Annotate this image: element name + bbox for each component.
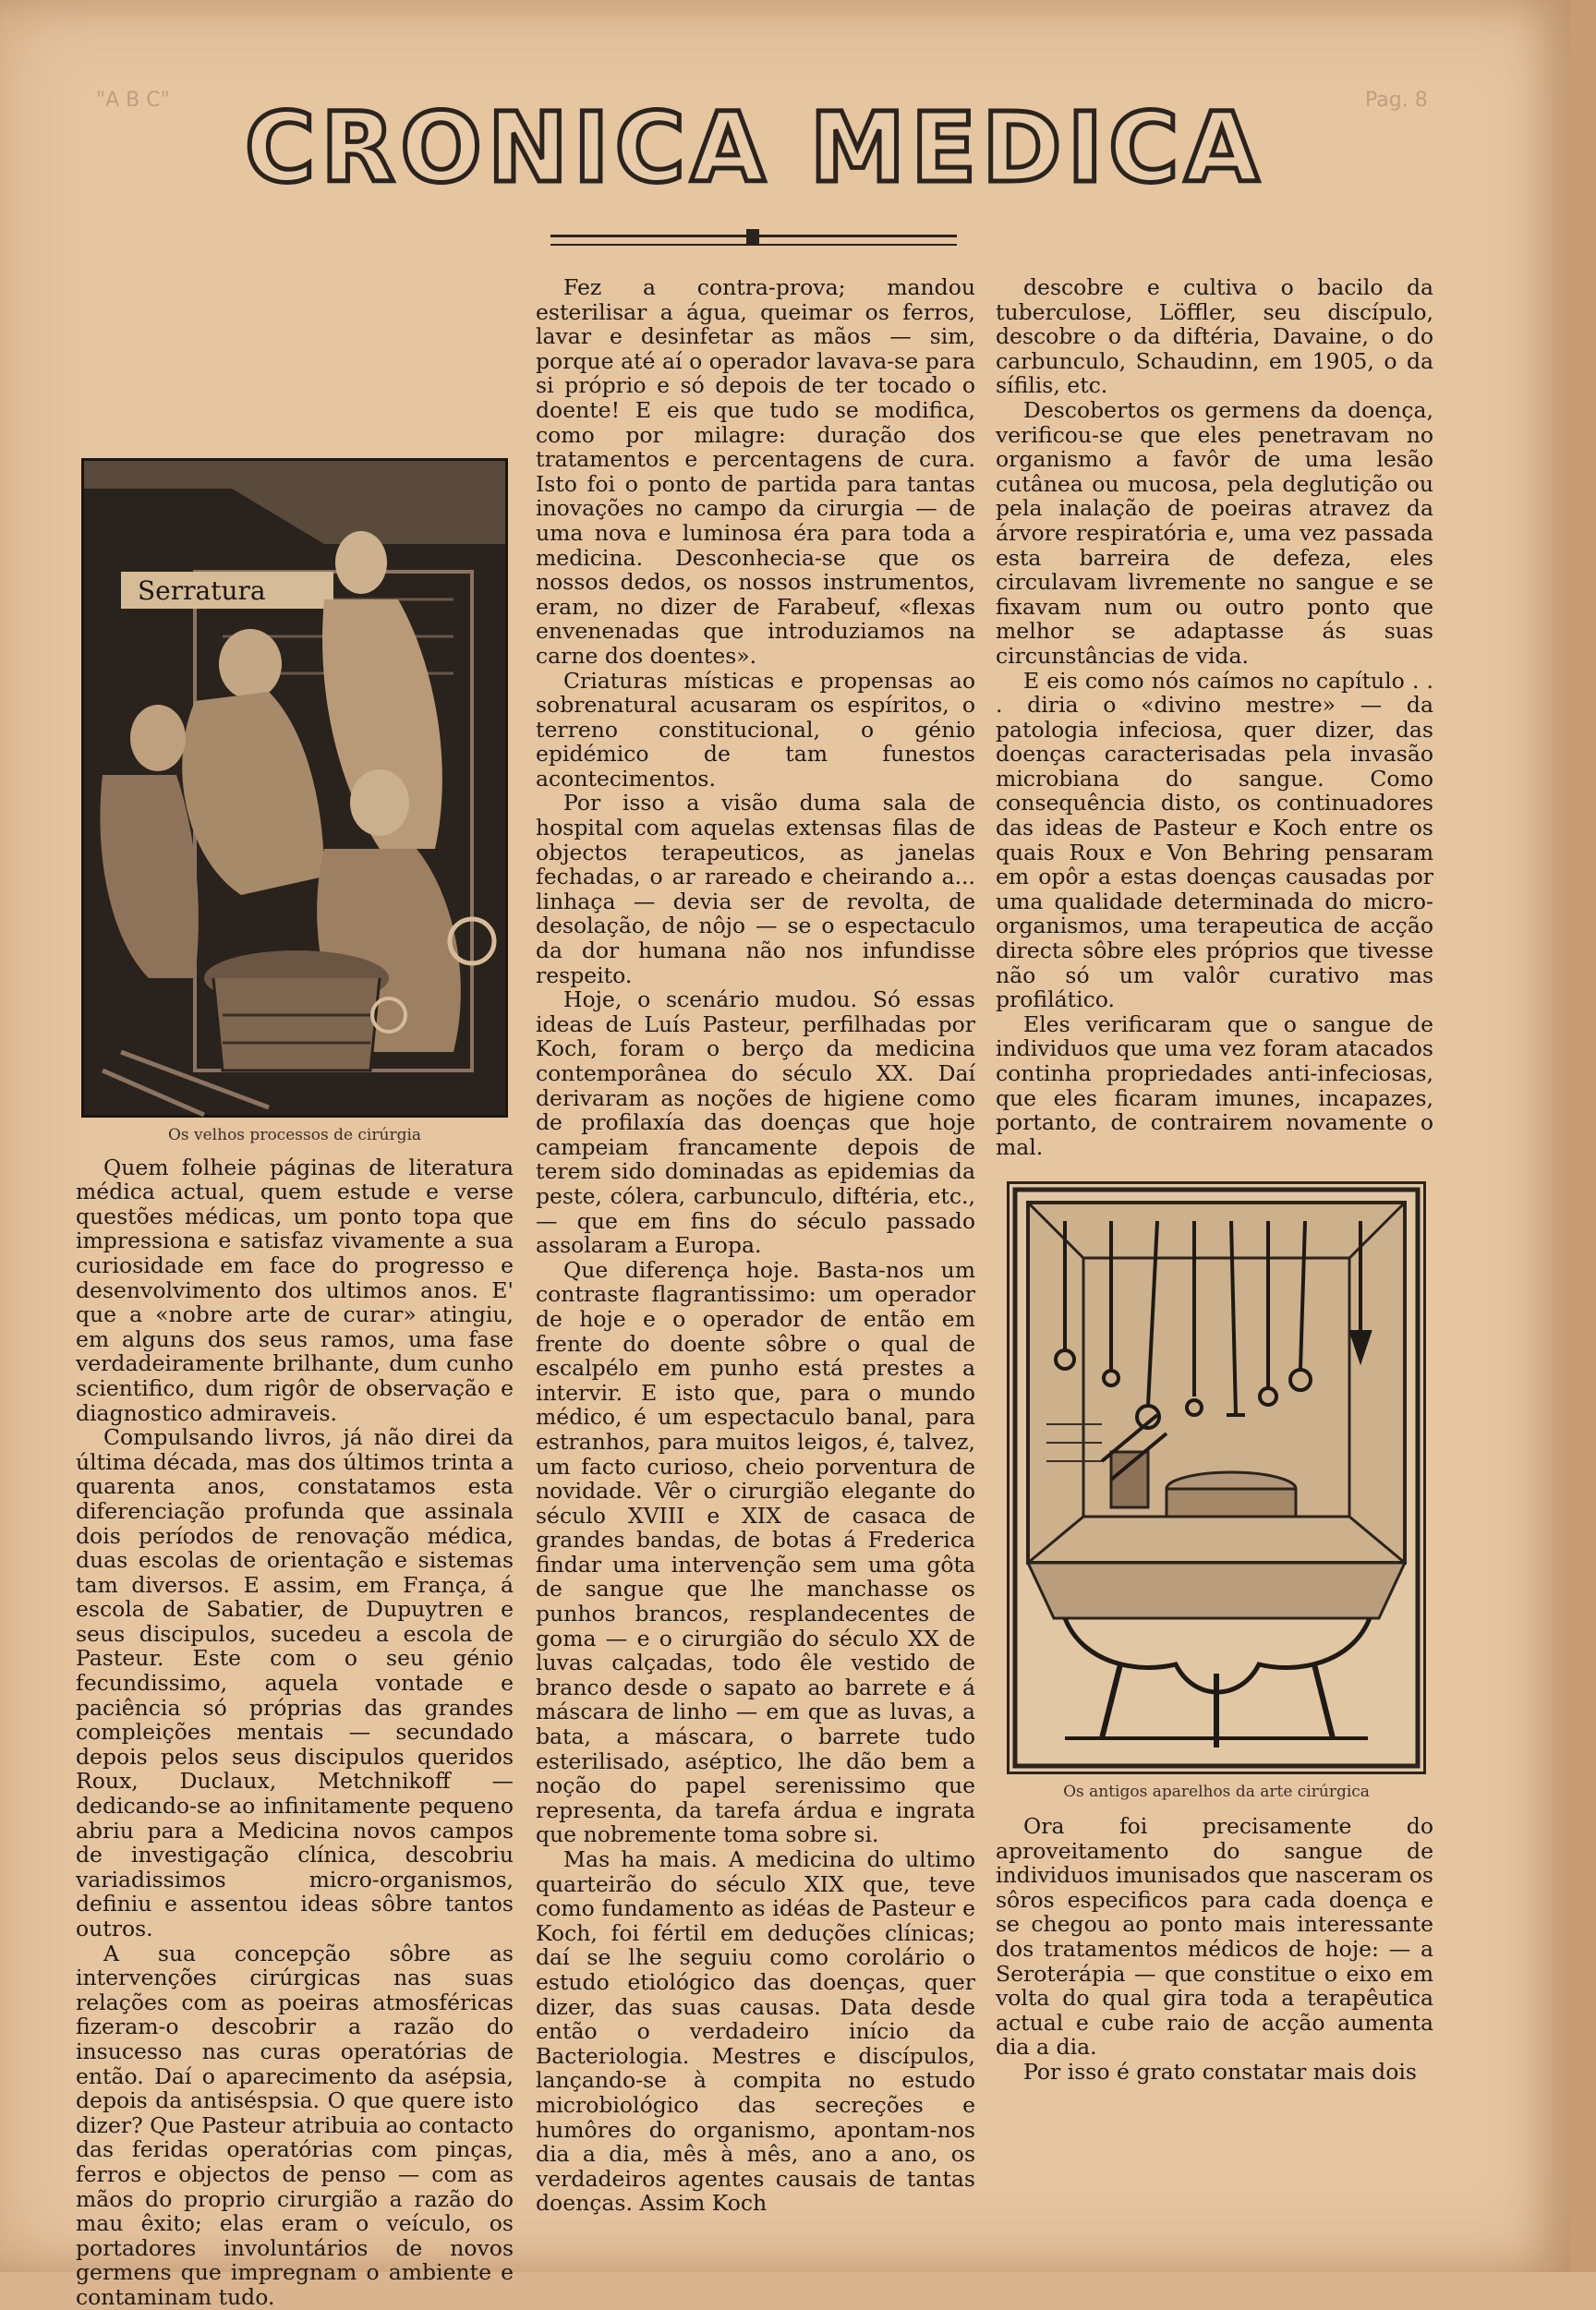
- instruments-figure: [1007, 1181, 1426, 1805]
- col3-paragraph-3: E eis como nós caímos no capítulo . . . diria o «divino mestre» — da patologia infeciosa, quer dizer, das doenças caracterisadas pela invasão microbiana do sangue. Como consequência disto, os continuadores das ideas de Pasteur e Koch entre os quais Roux e Von Behring pensaram em opôr a estas doenças causadas por uma qualidade determinada do micro-organismos, uma terapeutica de acção directa sôbre eles próprios que tivesse não só um valôr curativo mas profilático.: [996, 667, 1433, 1013]
- column-1: [76, 275, 514, 2310]
- bleed-through-left: "A B C": [96, 89, 170, 112]
- instruments-image: [1007, 1181, 1426, 1774]
- col1-paragraph-3: A sua concepção sôbre as intervenções cirúrgicas nas suas relações com as poeiras atmosféricas fizeram-o descobrir a razão do insucesso nas curas operatórias de então. Daí o aparecimento da asépsia, depois da antiséspsia. O que quere isto dizer? Que Pasteur atribuia ao contacto das feridas operatórias com pinças, ferros e objectos de penso — com as mãos do proprio cirurgião a razão do mau êxito; elas eram o veículo, os portadores involuntários de novos germens que impregnam o ambiente e contaminam tudo.: [76, 1940, 514, 2310]
- col2-paragraph-1: Fez a contra-prova; mandou esterilisar a água, queimar os ferros, lavar e desinfetar as mãos — sim, porque até aí o operador lavava-se para si próprio e só depois de ter tocado o doente! E eis que tudo se modifica, como por milagre: duração dos tratamentos e percentagens de cura. Isto foi o ponto de partida para tantas inovações no campo da cirurgia — de uma nova e luminosa éra para toda a medicina. Desconhecia-se que os nossos dedos, os nossos instrumentos, eram, no dizer de Farabeuf, «flexas envenenadas que introduziamos na carne dos doentes».: [536, 274, 975, 669]
- page-edge: [1570, 0, 1596, 2272]
- col2-paragraph-2: Criaturas místicas e propensas ao sobrenatural acusaram os espíritos, o terreno constitucional, o génio epidémico de tam funestos acontecimentos.: [536, 667, 975, 792]
- title-divider-ornament: [746, 229, 759, 244]
- column-3: [996, 275, 1433, 2159]
- col3-paragraph-1: descobre e cultiva o bacilo da tuberculose, Löffler, seu discípulo, descobre o da diftéria, Davaine, o do carbunculo, Schaudinn, em 1905, o da sífilis, etc.: [996, 274, 1433, 399]
- woodcut-label: Serratura: [138, 575, 266, 606]
- woodcut-figure: [81, 458, 508, 1148]
- surgical-instruments-icon: [1010, 1184, 1423, 1772]
- instruments-caption: Os antigos aparelhos da arte cirúrgica: [1063, 1783, 1370, 1802]
- woodcut-caption: Os velhos processos de cirúrgia: [167, 1126, 422, 1144]
- bleed-through-right: Pag. 8: [1365, 89, 1428, 112]
- col2-paragraph-5: Que diferença hoje. Basta-nos um contraste flagrantissimo: um operador de hoje e o operador de então em frente do doente sôbre o qual de escalpélo em punho está prestes a intervir. E isto que, para o mundo médico, é um espectaculo banal, para estranhos, para muitos leigos, é, talvez, um facto curioso, cheio porventura de novidade. Vêr o cirurgião elegante do século XVIII e XIX de casaca de grandes bandas, de botas á Frederica findar uma intervenção sem uma gôta de sangue que lhe manchasse os punhos brancos, resplandecentes de goma — e o cirurgião do século XX de luvas calçadas, todo êle vestido de branco desde o sapato ao barrete e á máscara de linho — em que as luvas, a bata, a máscara, o barrete tudo esterilisado, aséptico, lhe dão bem a noção do papel serenissimo que representa, da tarefa árdua e ingrata que nobremente toma sobre si.: [536, 1256, 975, 1848]
- woodcut-illustration-icon: [84, 461, 505, 1115]
- col1-paragraph-2: Compulsando livros, já não direi da última década, mas dos últimos trinta a quarenta anos, constatamos esta diferenciação profunda que assinala dois períodos de renovação médica, duas escolas de orientação e sistemas tam diversos. E assim, em França, á escola de Sabatier, de Dupuytren e seus discipulos, sucedeu a escola de Pasteur. Este com o seu génio fecundissimo, aquela vontade e paciência só próprias das grandes compleições mentais — secundado depois pelos seus discipulos queridos Roux, Duclaux, Metchnikoff — dedicando-se ao infinitamente pequeno abriu para a Medicina novos campos de investigação clínica, descobriu variadissimos micro-organismos, definiu e assentou ideas sôbre tantos outros.: [76, 1424, 514, 1941]
- col3-paragraph-2: Descobertos os germens da doença, verificou-se que eles penetravam no organismo a favôr de uma lesão cutânea ou mucosa, pela deglutição ou pela inalação de poeiras atravez da árvore respiratória e, uma vez passada esta barreira de defeza, eles circulavam livremente no sangue e se fixavam num ou outro ponto que melhor se adaptasse ás suas circunstâncias de vida.: [996, 396, 1433, 669]
- col2-paragraph-4: Hoje, o scenário mudou. Só essas ideas de Luís Pasteur, perfilhadas por Koch, foram o berço da medicina contemporânea do século XX. Daí derivaram as noções de higiene como de profilaxía das doenças que hoje campeiam francamente depois de terem sido dominadas as epidemias da peste, cólera, carbunculo, diftéria, etc., — que em fins do século passado assolaram a Europa.: [536, 986, 975, 1259]
- page-title: CRONICA MEDICA: [245, 91, 1264, 204]
- col2-paragraph-6: Mas ha mais. A medicina do ultimo quarteirão do século XIX que, teve como fundamento as idéas de Pasteur e Koch, foi fértil em deduções clínicas; daí se lhe seguiu como corolário o estudo etiológico das doenças, quer dizer, das suas causas. Data desde então o verdadeiro início da Bacteriologia. Mestres e discípulos, lançando-se à compita no estudo microbiológico das secreções e humôres do organismo, apontam-nos dia a dia, mês à mês, ano a ano, os verdadeiros agentes causais de tantas doenças. Assim Koch: [536, 1846, 975, 2217]
- col1-paragraph-1: Quem folheie páginas de literatura médica actual, quem estude e verse questões médicas, um ponto topa que impressiona e satisfaz vivamente a sua curiosidade em face do progresso e desenvolvimento dos ultimos anos. E' que a «nobre arte de curar» atingiu, em alguns dos seus ramos, uma fase verdadeiramente brilhante, dum cunho scientifico, dum rigôr de observação e diagnostico admiraveis.: [76, 1154, 514, 1426]
- col2-paragraph-3: Por isso a visão duma sala de hospital com aquelas extensas filas de objectos terapeuticos, as janelas fechadas, o ar rareado e cheirando a... linhaça — devia ser de revolta, de desolação, de nôjo — se o espectaculo da dor humana não nos infundisse respeito.: [536, 790, 975, 988]
- col3-paragraph-6: Por isso é grato constatar mais dois: [1023, 2058, 1417, 2085]
- column-2: [536, 274, 975, 2217]
- col3-paragraph-4: Eles verificaram que o sangue de individuos que uma vez foram atacados continha propriedades anti-infeciosas, que eles ficaram imunes, incapazes, portanto, de contrairem novamente o mal.: [996, 1010, 1433, 1160]
- woodcut-image: [81, 458, 508, 1118]
- col3-paragraph-5: Ora foi precisamente do aproveitamento do sangue de individuos imunisados que nasceram os sôros especificos para cada doença e se chegou ao ponto mais interessante dos tratamentos médicos de hoje: — a Seroterápia — que constitue o eixo em volta do qual gira toda a terapêutica actual e cube raio de acção aumenta dia a dia.: [996, 1812, 1433, 2061]
